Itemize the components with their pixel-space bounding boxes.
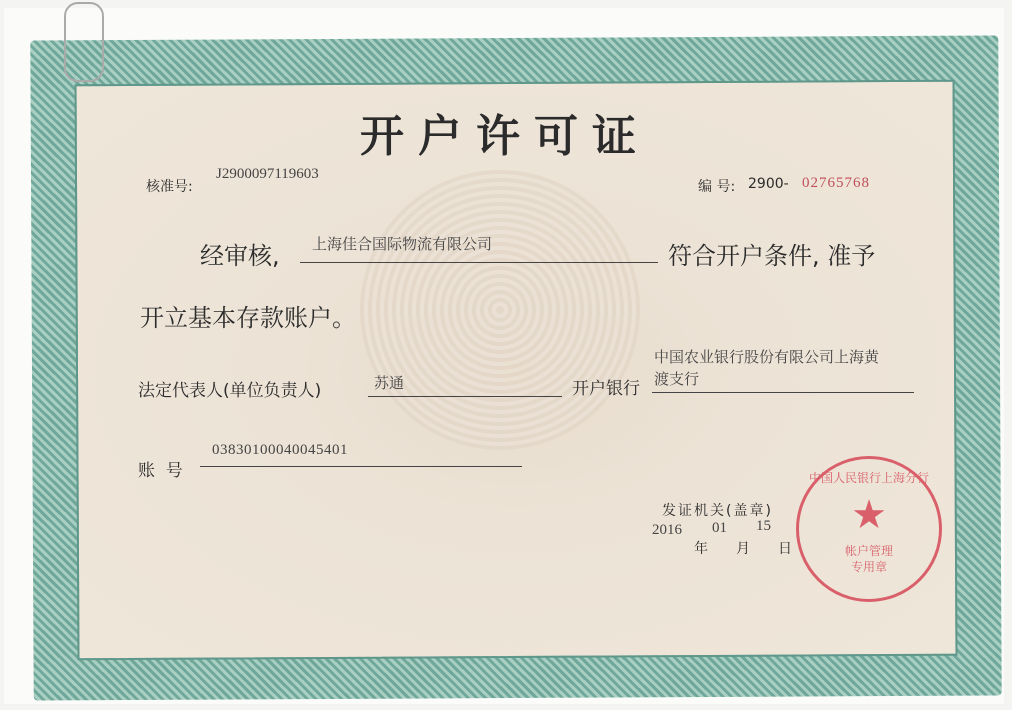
account-value: 03830100040045401 [212, 442, 348, 458]
reviewed-prefix: 经审核, [200, 242, 280, 270]
seal-bottom-text-2: 专用章 [850, 560, 887, 574]
account-type-text: 开立基本存款账户。 [140, 304, 356, 332]
company-name: 上海佳合国际物流有限公司 [312, 237, 493, 253]
year-unit: 年 [694, 541, 708, 557]
company-underline [300, 262, 658, 263]
serial-number: 02765768 [802, 175, 870, 191]
date-month: 01 [712, 520, 727, 536]
paper-clip [64, 2, 104, 82]
bank-value-line2: 渡支行 [654, 372, 700, 388]
legal-rep-underline [368, 396, 562, 397]
approval-label: 核准号: [146, 179, 193, 195]
date-day: 15 [756, 518, 771, 534]
serial-prefix: 2900- [748, 176, 789, 192]
bank-label: 开户银行 [572, 379, 640, 399]
serial-label: 编 号: [698, 179, 736, 195]
watermark-rosette [360, 170, 640, 450]
seal-top-text: 中国人民银行上海分行 [808, 471, 929, 485]
bank-underline [652, 392, 914, 393]
legal-rep-label: 法定代表人(单位负责人) [138, 381, 322, 401]
day-unit: 日 [778, 541, 792, 557]
certificate-title: 开户许可证 [360, 111, 650, 162]
month-unit: 月 [736, 541, 750, 557]
date-year: 2016 [652, 522, 682, 538]
reviewed-suffix: 符合开户条件, 准予 [668, 242, 876, 270]
legal-rep-value: 苏通 [374, 376, 405, 392]
seal-bottom-text-1: 帐户管理 [844, 544, 893, 558]
official-seal [796, 456, 942, 602]
account-underline [200, 466, 522, 467]
account-label: 账 号 [138, 461, 183, 481]
approval-number: J2900097119603 [216, 166, 319, 182]
bank-value-line1: 中国农业银行股份有限公司上海黄 [654, 350, 880, 366]
star-icon: ★ [851, 492, 887, 538]
issuer-label: 发证机关(盖章) [662, 503, 773, 519]
